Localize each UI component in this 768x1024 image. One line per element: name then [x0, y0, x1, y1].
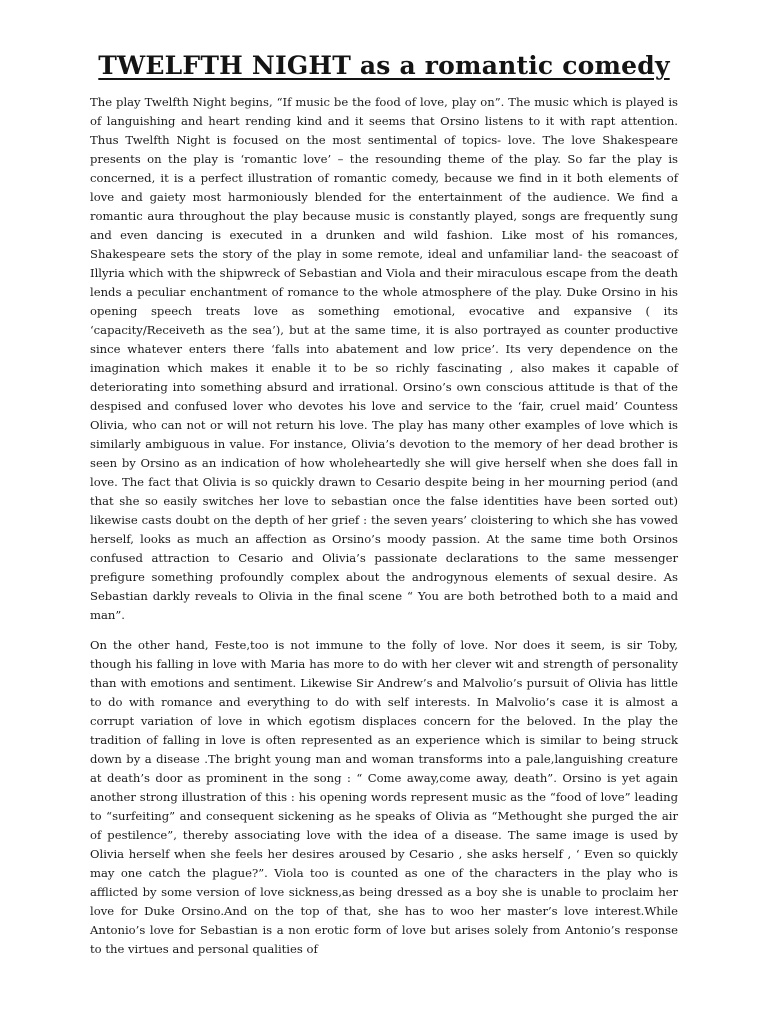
page-title: TWELFTH NIGHT as a romantic comedy	[98, 51, 670, 80]
document-body	[90, 93, 678, 959]
paragraph-1: The play Twelfth Night begins, “If music be the food of love, play on”. The music which is played is of languishing and heart rending kind and it seems that Orsino listens to it with rapt attention. Thus Twelfth Night is focused on the most sentimental of topics- love. The love Shakespeare presents on the play is ‘romantic love’ – the resounding theme of the play. So far the play is concerned, it is a perfect illustration of romantic comedy, because we find in it both elements of love and gaiety most harmoniously blended for the entertainment of the audience. We find a romantic aura throughout the play because music is constantly played, songs are frequently sung and even dancing is executed in a drunken and wild fashion. Like most of his romances, Shakespeare sets the story of the play in some remote, ideal and unfamiliar land- the seacoast of Illyria which with the shipwreck of Sebastian and Viola and their miraculous escape from the death lends a peculiar enchantment of romance to the whole atmosphere of the play. Duke Orsino in his opening speech treats love as something emotional, evocative and expansive ( its ‘capacity/Receiveth as the sea’), but at the same time, it is also portrayed as counter productive since whatever enters there ‘falls into abatement and low price’. Its very dependence on the imagination which makes it enable it to be so richly fascinating , also makes it capable of deteriorating into something absurd and irrational. Orsino’s own conscious attitude is that of the despised and confused lover who devotes his love and service to the ‘fair, cruel maid’ Countess Olivia, who can not or will not return his love. The play has many other examples of love which is similarly ambiguous in value. For instance, Olivia’s devotion to the memory of her dead brother is seen by Orsino as an indication of how wholeheartedly she will give herself when she does fall in love. The fact that Olivia is so quickly drawn to Cesario despite being in her mourning period (and that she so easily switches her love to sebastian once the false identities have been sorted out) likewise casts doubt on the depth of her grief : the seven years’ cloistering to which she has vowed herself, looks as much an affection as Orsino’s moody passion. At the same time both Orsinos confused attraction to Cesario and Olivia’s passionate declarations to the same messenger prefigure something profoundly complex about the androgynous elements of sexual desire. As Sebastian darkly reveals to Olivia in the final scene “ You are both betrothed both to a maid and man”.	[90, 95, 678, 622]
paragraph-2: On the other hand, Feste,too is not immune to the folly of love. Nor does it seem, is sir Toby, though his falling in love with Maria has more to do with her clever wit and strength of personality than with emotions and sentiment. Likewise Sir Andrew’s and Malvolio’s pursuit of Olivia has little to do with romance and everything to do with self interests. In Malvolio’s case it is almost a corrupt variation of love in which egotism displaces concern for the beloved. In the play the tradition of falling in love is often represented as an experience which is similar to being struck down by a disease .The bright young man and woman transforms into a pale,languishing creature at death’s door as prominent in the song : “ Come away,come away, death”. Orsino is yet again another strong illustration of this : his opening words represent music as the “food of love” leading to “surfeiting” and consequent sickening as he speaks of Olivia as “Methought she purged the air of pestilence”, thereby associating love with the idea of a disease. The same image is used by Olivia herself when she feels her desires aroused by Cesario , she asks herself , ‘ Even so quickly may one catch the plague?”. Viola too is counted as one of the characters in the play who is afflicted by some version of love sickness,as being dressed as a boy she is unable to proclaim her love for Duke Orsino.And on the top of that, she has to woo her master’s love interest.While Antonio’s love for Sebastian is a non erotic form of love but arises solely from Antonio’s response to the virtues and personal qualities of	[90, 638, 678, 956]
